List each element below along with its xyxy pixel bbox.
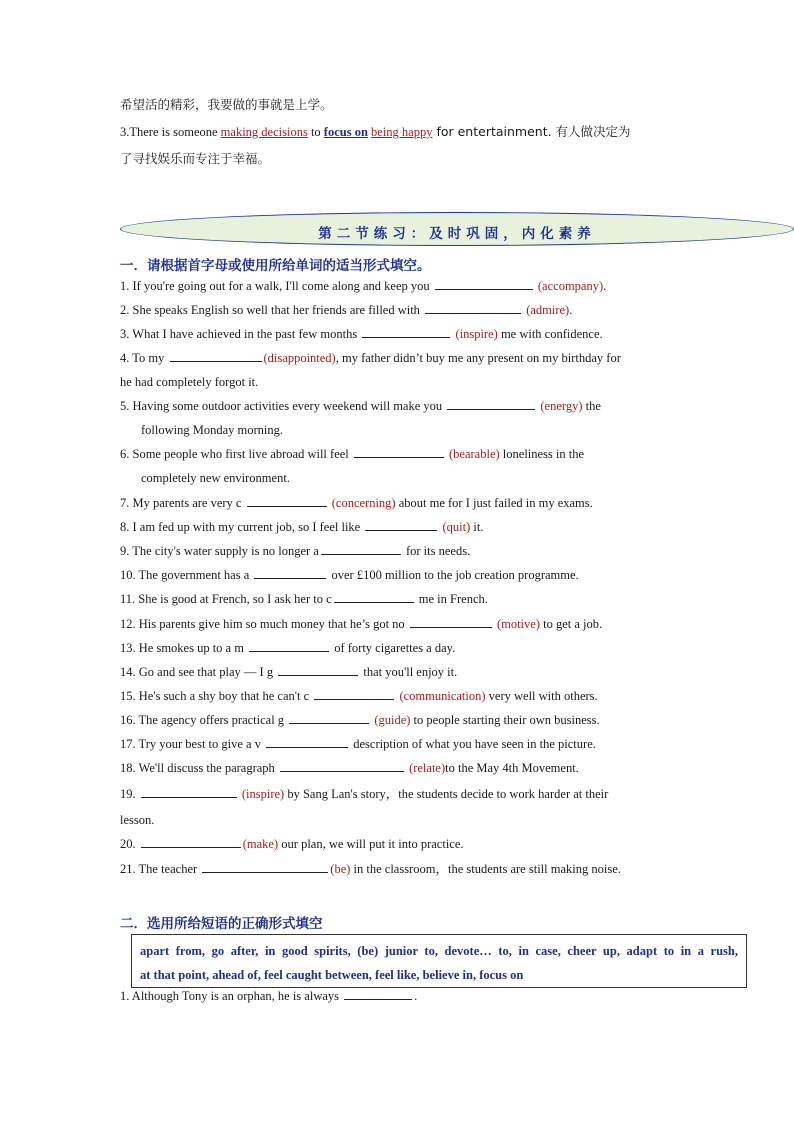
answer-blank[interactable] — [344, 988, 412, 1000]
item-6-continuation: completely new environment. — [141, 471, 290, 485]
item-4-continuation: he had completely forgot it. — [120, 375, 259, 389]
exercise-item-14 — [120, 664, 675, 680]
item-text: 21. The teacher — [120, 862, 201, 876]
exercise-item-21 — [120, 861, 675, 877]
answer-blank[interactable] — [247, 495, 327, 507]
item-text: 18. We'll discuss the paragraph — [120, 761, 278, 775]
item-text: 11. She is good at French, so I ask her to c — [120, 592, 332, 606]
item-text: . — [414, 989, 418, 1003]
exercise2-item-1 — [120, 988, 675, 1004]
item-text: 17. Try your best to give a v — [120, 737, 265, 751]
phrase-being-happy: being happy — [371, 125, 433, 139]
item-text: 14. Go and see that play — I g — [120, 665, 277, 679]
item-text: description of what you have seen in the picture. — [350, 737, 596, 751]
exercise-item-3 — [120, 326, 675, 342]
item-text: in the classroom，the students are still making noise. — [350, 862, 621, 876]
item-text: about me for I just failed in my exams. — [395, 496, 593, 510]
exercise-item-16 — [120, 712, 675, 728]
exercise-item-11 — [120, 591, 675, 607]
item-text: 13. He smokes up to a m — [120, 641, 248, 655]
answer-blank[interactable] — [170, 350, 262, 362]
item-text: . — [569, 303, 573, 317]
word-hint: (quit) — [442, 520, 471, 534]
answer-blank[interactable] — [266, 736, 348, 748]
section2-heading: 二．选用所给短语的正确形式填空 — [120, 916, 323, 932]
item-text: 12. His parents give him so much money that he’s got no — [120, 617, 408, 631]
intro-line-1: 希望活的精彩，我要做的事就是上学。 — [120, 97, 333, 112]
word-hint: (guide) — [374, 713, 411, 727]
answer-blank[interactable] — [425, 302, 521, 314]
answer-blank[interactable] — [141, 786, 237, 798]
item-text: very well with others. — [485, 689, 598, 703]
exercise-item-17 — [120, 736, 675, 752]
item-19-continuation: lesson. — [120, 813, 155, 827]
item-text: me in French. — [415, 592, 488, 606]
item-text: it. — [470, 520, 484, 534]
answer-blank[interactable] — [249, 640, 329, 652]
item-text: 19. — [120, 787, 139, 801]
exercise-item-9 — [120, 543, 675, 559]
exercise-item-7 — [120, 495, 675, 511]
item-text: to people starting their own business. — [410, 713, 600, 727]
exercise-item-5 — [120, 398, 675, 414]
answer-blank[interactable] — [202, 861, 328, 873]
exercise-item-2 — [120, 302, 675, 318]
answer-blank[interactable] — [254, 567, 326, 579]
phrase-focus-on: focus on — [323, 125, 368, 139]
exercise-item-15 — [120, 688, 675, 704]
answer-blank[interactable] — [410, 616, 492, 628]
answer-blank[interactable] — [280, 760, 404, 772]
exercise-item-8 — [120, 519, 675, 535]
item-text: , my father didn’t buy me any present on my birthday for — [335, 351, 621, 365]
intro-line-3: 了寻找娱乐而专注于幸福。 — [120, 151, 271, 166]
item-text: 9. The city's water supply is no longer a — [120, 544, 319, 558]
answer-blank[interactable] — [141, 836, 241, 848]
word-hint: (energy) — [540, 399, 583, 413]
answer-blank[interactable] — [435, 278, 533, 290]
word-hint: (communication) — [399, 689, 486, 703]
answer-blank[interactable] — [362, 326, 450, 338]
exercise-item-6 — [120, 446, 675, 462]
item-text: by Sang Lan's story，the students decide to work harder at their — [284, 787, 609, 801]
word-hint: (accompany) — [537, 279, 604, 293]
item-text: me with confidence. — [497, 327, 603, 341]
word-hint: (admire) — [526, 303, 570, 317]
item-text: over £100 million to the job creation programme. — [328, 568, 579, 582]
intro-text: to — [307, 125, 324, 139]
item-text: loneliness in the — [499, 447, 585, 461]
item-text: 3. What I have achieved in the past few months — [120, 327, 361, 341]
word-hint: (inspire) — [455, 327, 498, 341]
item-text: our plan, we will put it into practice. — [278, 837, 464, 851]
answer-blank[interactable] — [365, 519, 437, 531]
item-text: to the May 4th Movement. — [445, 761, 579, 775]
answer-blank[interactable] — [334, 591, 414, 603]
exercise-item-13 — [120, 640, 675, 656]
exercise-item-12 — [120, 616, 675, 632]
answer-blank[interactable] — [278, 664, 358, 676]
item-text: 8. I am fed up with my current job, so I feel like — [120, 520, 364, 534]
item-text: 10. The government has a — [120, 568, 253, 582]
intro-line-2 — [120, 124, 675, 140]
item-text: . — [603, 279, 607, 293]
phrase-making-decisions: making decisions — [220, 125, 308, 139]
word-hint: (bearable) — [449, 447, 500, 461]
phrase-bank-line-1: apart from, go after, in good spirits, (be) junior to, devote… to, in case, cheer up, adapt to in a rush, — [140, 944, 738, 958]
phrase-bank-box — [131, 934, 747, 988]
exercise-item-18 — [120, 760, 675, 776]
word-hint: (make) — [242, 837, 279, 851]
banner-title: 第二节练习：及时巩固，内化素养 — [318, 226, 596, 242]
item-text: 5. Having some outdoor activities every weekend will make you — [120, 399, 446, 413]
word-hint: (inspire) — [241, 787, 285, 801]
word-hint: (concerning) — [331, 496, 396, 510]
item-text: the — [582, 399, 601, 413]
answer-blank[interactable] — [447, 398, 535, 410]
intro-text: for entertainment. 有人做决定为 — [432, 124, 631, 139]
item-text: 2. She speaks English so well that her friends are filled with — [120, 303, 424, 317]
item-text: 6. Some people who first live abroad will feel — [120, 447, 352, 461]
exercise-item-10 — [120, 567, 675, 583]
intro-text: 3.There is someone — [120, 125, 221, 139]
item-text: for its needs. — [402, 544, 471, 558]
item-text: of forty cigarettes a day. — [331, 641, 456, 655]
answer-blank[interactable] — [354, 446, 444, 458]
item-text: 15. He's such a shy boy that he can't c — [120, 689, 313, 703]
item-text: 20. — [120, 837, 139, 851]
exercise-item-1 — [120, 278, 675, 294]
exercise-item-19 — [120, 786, 675, 802]
section-banner — [120, 212, 794, 246]
item-text: 16. The agency offers practical g — [120, 713, 288, 727]
exercise-item-20 — [120, 836, 675, 852]
word-hint: (motive) — [496, 617, 540, 631]
item-text: 7. My parents are very c — [120, 496, 245, 510]
item-text: that you'll enjoy it. — [360, 665, 458, 679]
item-text: 1. Although Tony is an orphan, he is always — [120, 989, 343, 1003]
item-text: 4. To my — [120, 351, 168, 365]
answer-blank[interactable] — [314, 688, 394, 700]
word-hint: (disappointed) — [263, 351, 336, 365]
answer-blank[interactable] — [321, 543, 401, 555]
phrase-bank-line-2: at that point, ahead of, feel caught between, feel like, believe in, focus on — [140, 968, 524, 982]
exercise-item-4 — [120, 350, 675, 366]
answer-blank[interactable] — [289, 712, 369, 724]
word-hint: (be) — [330, 862, 351, 876]
item-text: to get a job. — [539, 617, 603, 631]
word-hint: (relate) — [409, 761, 446, 775]
item-5-continuation: following Monday morning. — [141, 423, 284, 437]
section1-heading: 一．请根据首字母或使用所给单词的适当形式填空。 — [120, 258, 431, 274]
item-text: 1. If you're going out for a walk, I'll come along and keep you — [120, 279, 433, 293]
